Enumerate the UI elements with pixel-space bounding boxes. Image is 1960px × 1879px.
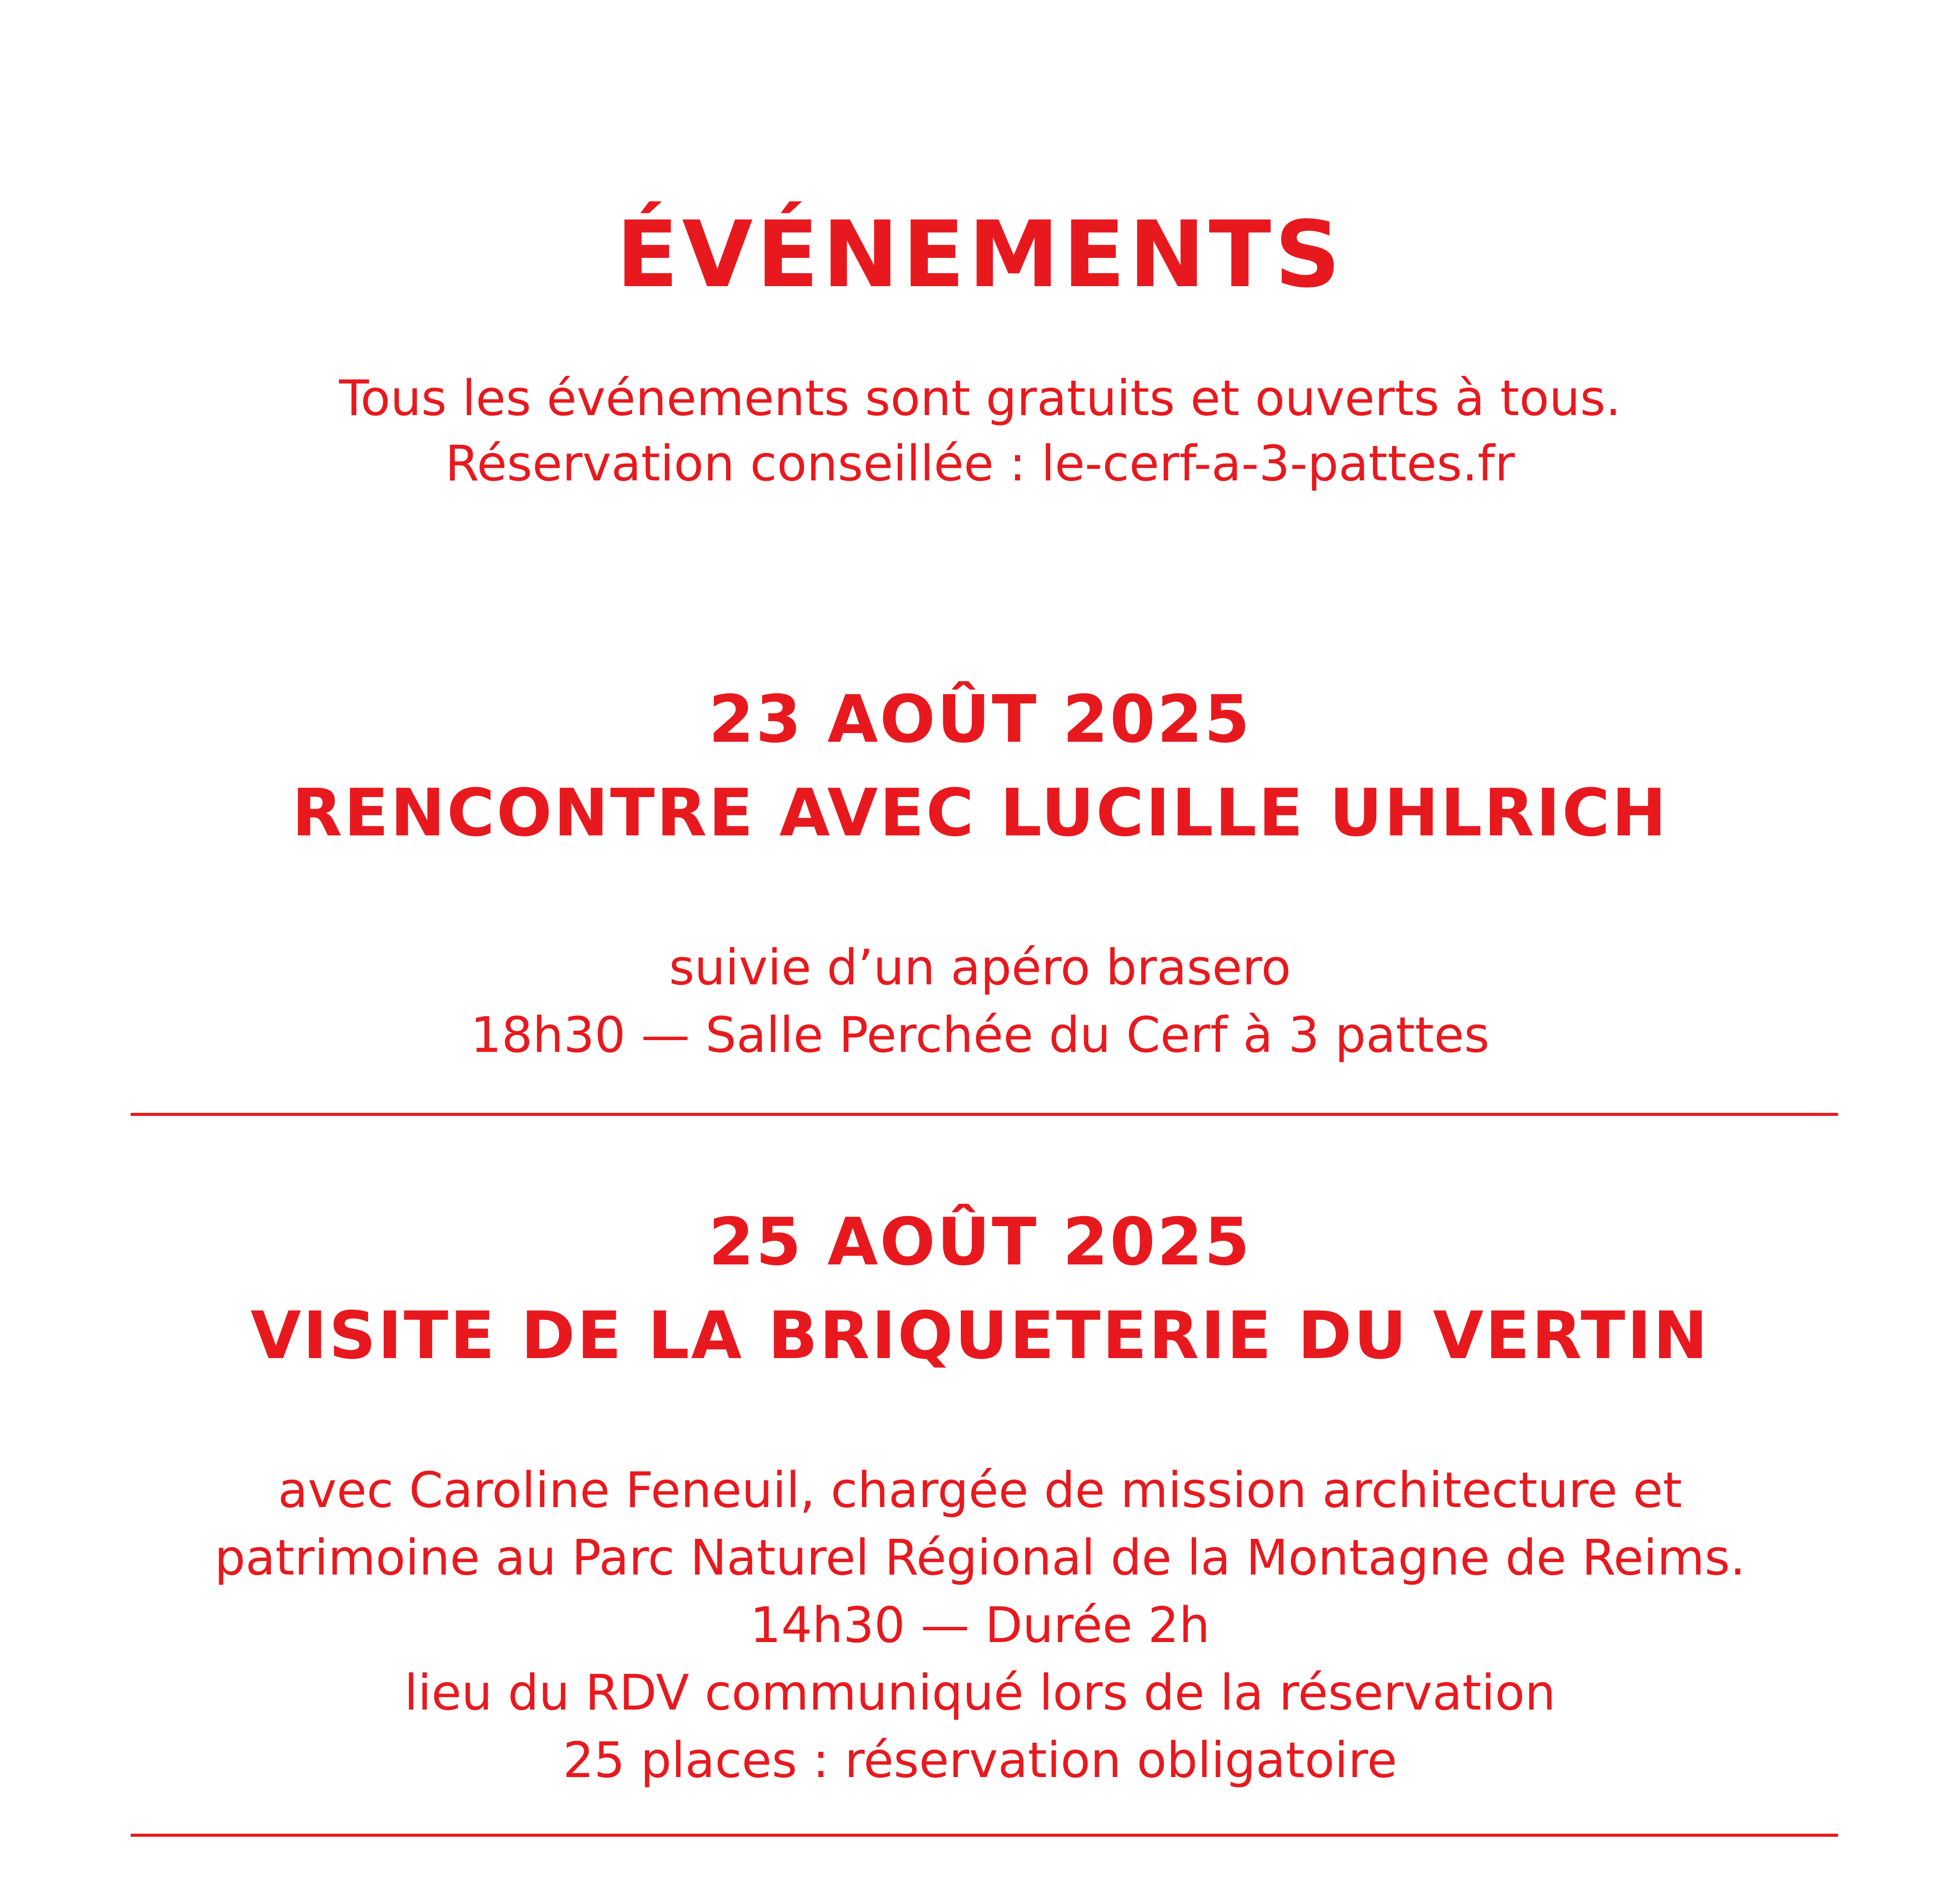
event-2-detail-line: 25 places : réservation obligatoire — [563, 1732, 1397, 1789]
page-title: ÉVÉNEMENTS — [616, 201, 1344, 308]
event-1-heading — [0, 673, 1960, 860]
event-1-detail-line: 18h30 — Salle Perchée du Cerf à 3 pattes — [470, 1007, 1490, 1064]
event-2-detail-line: 14h30 — Durée 2h — [750, 1597, 1210, 1654]
event-1-title: RENCONTRE AVEC LUCILLE UHLRICH — [292, 775, 1668, 851]
intro-text — [0, 366, 1960, 497]
intro-line-free: Tous les événements sont gratuits et ouverts à tous. — [339, 370, 1621, 427]
event-2-detail-line: lieu du RDV communiqué lors de la réservation — [404, 1665, 1556, 1721]
divider — [131, 1113, 1838, 1116]
intro-line-reservation: Réservation conseillée : le-cerf-a-3-pattes.fr — [445, 436, 1515, 492]
event-2-details — [0, 1457, 1960, 1795]
event-2-date: 25 AOÛT 2025 — [708, 1204, 1252, 1280]
event-1-date: 23 AOÛT 2025 — [708, 682, 1252, 757]
divider — [131, 1834, 1838, 1837]
event-2-detail-line: avec Caroline Feneuil, chargée de mission architecture et — [278, 1462, 1682, 1519]
event-1-details — [0, 934, 1960, 1069]
event-2-heading — [0, 1196, 1960, 1383]
event-2-title: VISITE DE LA BRIQUETERIE DU VERTIN — [250, 1298, 1710, 1374]
event-2-detail-line: patrimoine au Parc Naturel Régional de la Montagne de Reims. — [214, 1530, 1746, 1586]
event-1-detail-line: suivie d’un apéro brasero — [669, 940, 1291, 996]
